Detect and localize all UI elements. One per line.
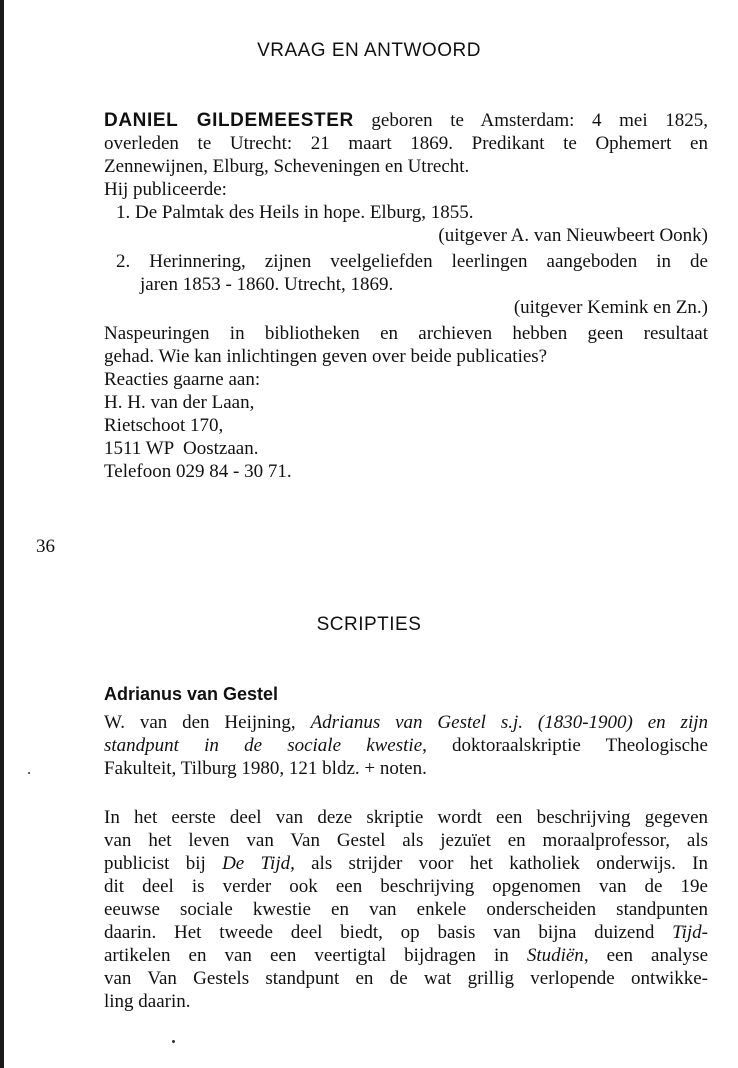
summary-line-2: van het leven van Van Gestel als jezuïet en moraalprofessor, als [104, 830, 708, 851]
summary-line-8: van Van Gestels standpunt en de wat grillig verlopende ontwikke- [104, 968, 708, 989]
question-block [104, 109, 708, 483]
intro-line-4: Hij publiceerde: [104, 179, 227, 200]
summary-line-1: In het eerste deel van deze skriptie wordt een beschrijving gegeven [104, 807, 708, 828]
summary-line-5: eeuwse sociale kwestie en van enkele onderscheiden standpunten [104, 899, 708, 920]
thesis-subheading: Adrianus van Gestel [104, 684, 279, 704]
speck-mark [28, 772, 30, 774]
summary-line-9: ling daarin. [104, 991, 191, 1012]
citation-line-1: W. van den Heijning, Adrianus van Gestel s.j. (1830-1900) en zijn [104, 712, 709, 733]
address-phone: Telefoon 029 84 - 30 71. [104, 461, 292, 482]
address-name: H. H. van der Laan, [104, 392, 255, 413]
publication-1-publisher: (uitgever A. van Nieuwbeert Oonk) [438, 225, 708, 246]
thesis-summary [104, 806, 708, 1013]
publication-2-title-line1: 2. Herinnering, zijnen veelgeliefden leerlingen aangeboden in de [116, 251, 708, 272]
publication-2-title-line2: jaren 1853 - 1860. Utrecht, 1869. [140, 274, 394, 295]
intro-line-2: overleden te Utrecht: 21 maart 1869. Predikant te Ophemert en [104, 133, 708, 154]
closing-line-2: gehad. Wie kan inlichtingen geven over beide publicaties? [104, 346, 548, 367]
closing-line-1: Naspeuringen in bibliotheken en archieven hebben geen resultaat [104, 323, 708, 344]
person-name: DANIEL GILDEMEESTER [104, 110, 354, 131]
publication-1-title: 1. De Palmtak des Heils in hope. Elburg, 1855. [116, 202, 474, 223]
intro-line-1: DANIEL GILDEMEESTER geboren te Amsterdam: 4 mei 1825, [104, 110, 708, 131]
summary-line-7: artikelen en van een veertigtal bijdragen in Studiën, een analyse [104, 945, 708, 966]
intro-line-3: Zennewijnen, Elburg, Scheveningen en Utrecht. [104, 156, 470, 177]
address-street: Rietschoot 170, [104, 415, 224, 436]
citation-line-2: standpunt in de sociale kwestie, doktoraalskriptie Theologische [104, 735, 708, 756]
citation-line-3: Fakulteit, Tilburg 1980, 121 bldz. + noten. [104, 758, 427, 779]
section-heading-vraag: VRAAG EN ANTWOORD [257, 40, 481, 61]
section-heading-scripties: SCRIPTIES [316, 614, 422, 635]
closing-line-3: Reacties gaarne aan: [104, 369, 261, 390]
summary-line-4: dit deel is verder ook een beschrijving opgenomen van de 19e [104, 876, 708, 897]
summary-line-3: publicist bij De Tijd, als strijder voor het katholiek onderwijs. In [104, 853, 708, 874]
thesis-citation [104, 711, 708, 780]
page-number: 36 [36, 536, 55, 557]
speck-mark [172, 1040, 175, 1043]
publication-2-publisher: (uitgever Kemink en Zn.) [513, 297, 708, 318]
page-edge [0, 0, 4, 1068]
address-city: 1511 WP Oostzaan. [104, 438, 259, 459]
summary-line-6: daarin. Het tweede deel biedt, op basis van bijna duizend Tijd- [104, 922, 708, 943]
